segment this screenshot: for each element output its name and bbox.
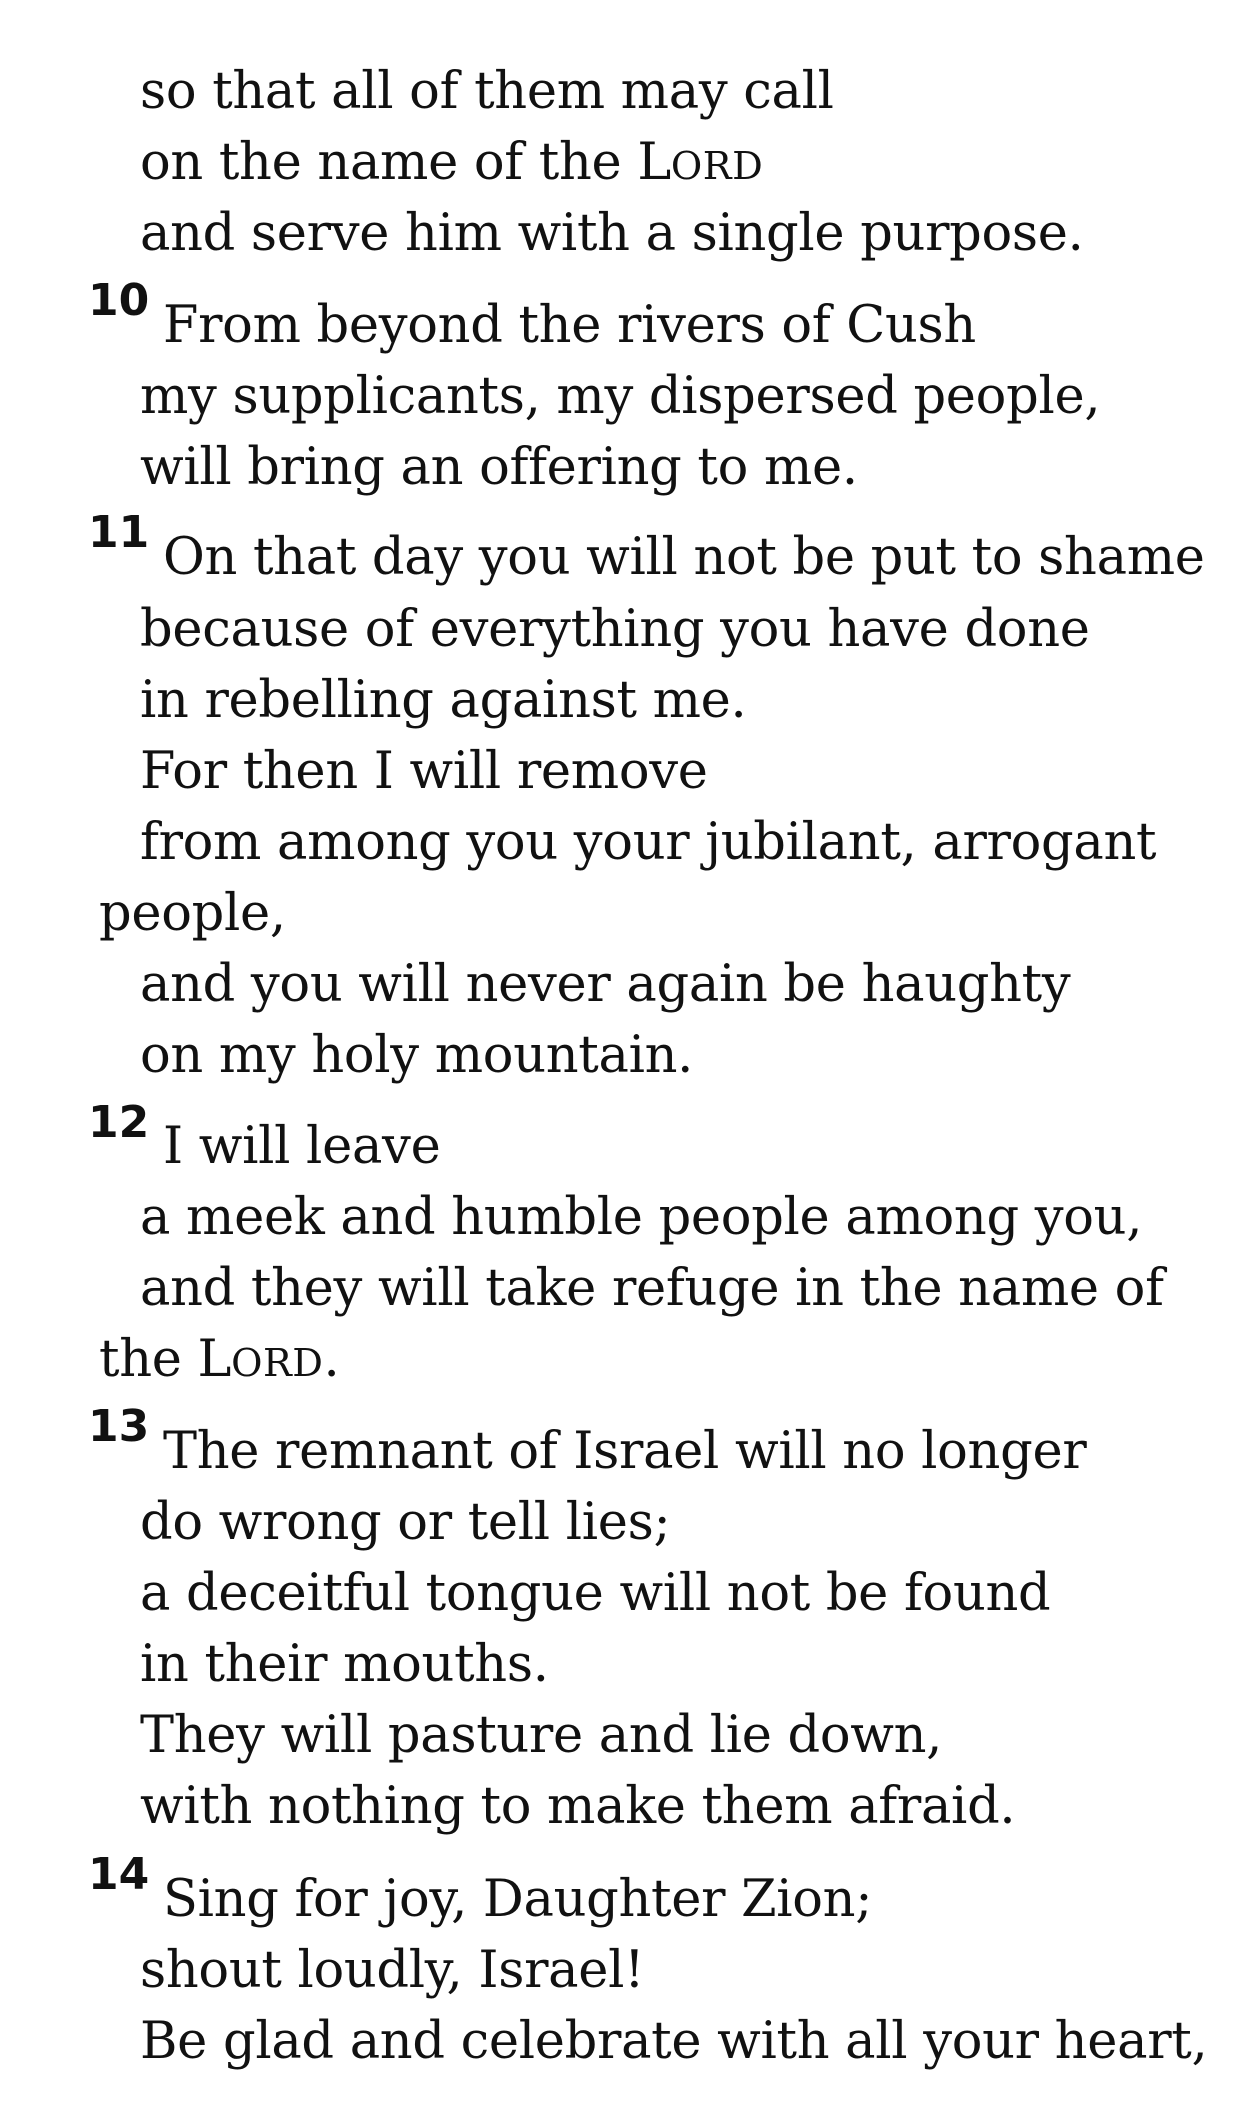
verse-line: For then I will remove — [140, 742, 708, 801]
verse-line: Sing for joy, Daughter Zion; — [163, 1870, 873, 1929]
verse-number: 14 — [88, 1849, 150, 1900]
verse-line: They will pasture and lie down, — [140, 1706, 943, 1765]
verse-line: I will leave — [163, 1117, 441, 1176]
verse-line: a meek and humble people among you, — [140, 1188, 1143, 1247]
verse-line: From beyond the rivers of Cush — [163, 296, 976, 355]
verse-number: 10 — [88, 275, 150, 326]
verse-number: 11 — [88, 507, 150, 558]
verse-line: a deceitful tongue will not be found — [140, 1564, 1051, 1623]
verse-line: and you will never again be haughty — [140, 955, 1071, 1014]
verse-line: on the name of the LORD — [140, 133, 764, 192]
verse-line: shout loudly, Israel! — [140, 1941, 645, 2000]
verse-line: On that day you will not be put to shame — [163, 528, 1205, 587]
verse-line: the LORD. — [99, 1330, 340, 1389]
verse-line: so that all of them may call — [140, 62, 834, 121]
verse-line: in their mouths. — [140, 1635, 549, 1694]
verse-number: 13 — [88, 1401, 150, 1452]
verse-line: and they will take refuge in the name of — [140, 1259, 1164, 1318]
verse-line: because of everything you have done — [140, 600, 1090, 659]
verse-line: people, — [99, 884, 286, 943]
verse-line: my supplicants, my dispersed people, — [140, 367, 1101, 426]
verse-line: on my holy mountain. — [140, 1026, 694, 1085]
verse-line: with nothing to make them afraid. — [140, 1777, 1016, 1836]
verse-line: and serve him with a single purpose. — [140, 204, 1084, 263]
verse-number: 12 — [88, 1097, 150, 1148]
verse-line: from among you your jubilant, arrogant — [140, 813, 1157, 872]
verse-line: in rebelling against me. — [140, 671, 747, 730]
verse-line: The remnant of Israel will no longer — [163, 1422, 1087, 1481]
verse-line: will bring an offering to me. — [140, 438, 858, 497]
verse-line: Be glad and celebrate with all your heart, — [140, 2012, 1208, 2071]
verse-line: do wrong or tell lies; — [140, 1493, 671, 1552]
